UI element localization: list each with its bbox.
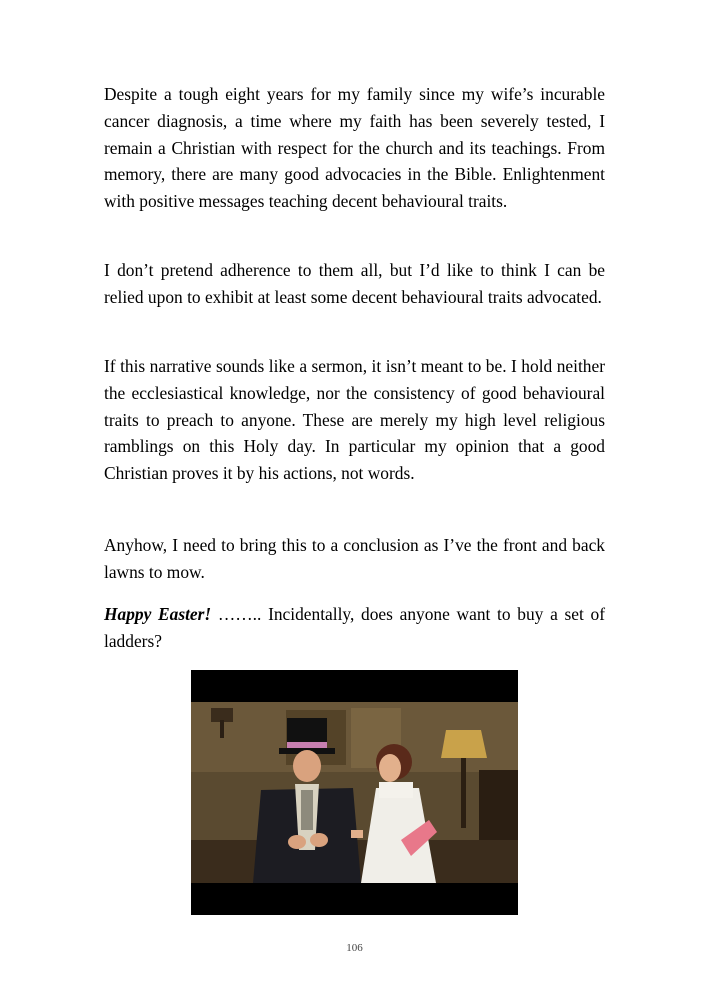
page-number: 106 (346, 942, 363, 954)
paragraph-faith: Despite a tough eight years for my family since my wife’s incurable cancer diagnosis, a time where my faith has been severely tested, I remain a Christian with respect for the church and its teachings. From memory, there are many good advocacies in the Bible. Enlightenment with positive messages teaching decent behavioural traits. (104, 84, 605, 212)
happy-easter-emphasis: Happy Easter! (104, 604, 212, 624)
easter-parade-film-still (191, 670, 518, 915)
paragraph-sermon: If this narrative sounds like a sermon, it isn’t meant to be. I hold neither the ecclesiastical knowledge, nor the consistency of good behavioural traits to preach to anyone. These are merely my high level religious ramblings on this Holy day. In particular my opinion that a good Christian proves it by his actions, not words. (104, 356, 605, 484)
film-still-illustration (191, 670, 518, 915)
paragraph-adherence: I don’t pretend adherence to them all, but I’d like to think I can be relied upon to exhibit at least some decent behavioural traits advocated. (104, 260, 605, 307)
paragraph-conclusion: Anyhow, I need to bring this to a conclusion as I’ve the front and back lawns to mow. (104, 535, 605, 582)
ladders-text: …….. Incidentally, does anyone want to buy a set of ladders? (104, 604, 606, 651)
paragraph-happy-easter (104, 601, 605, 655)
